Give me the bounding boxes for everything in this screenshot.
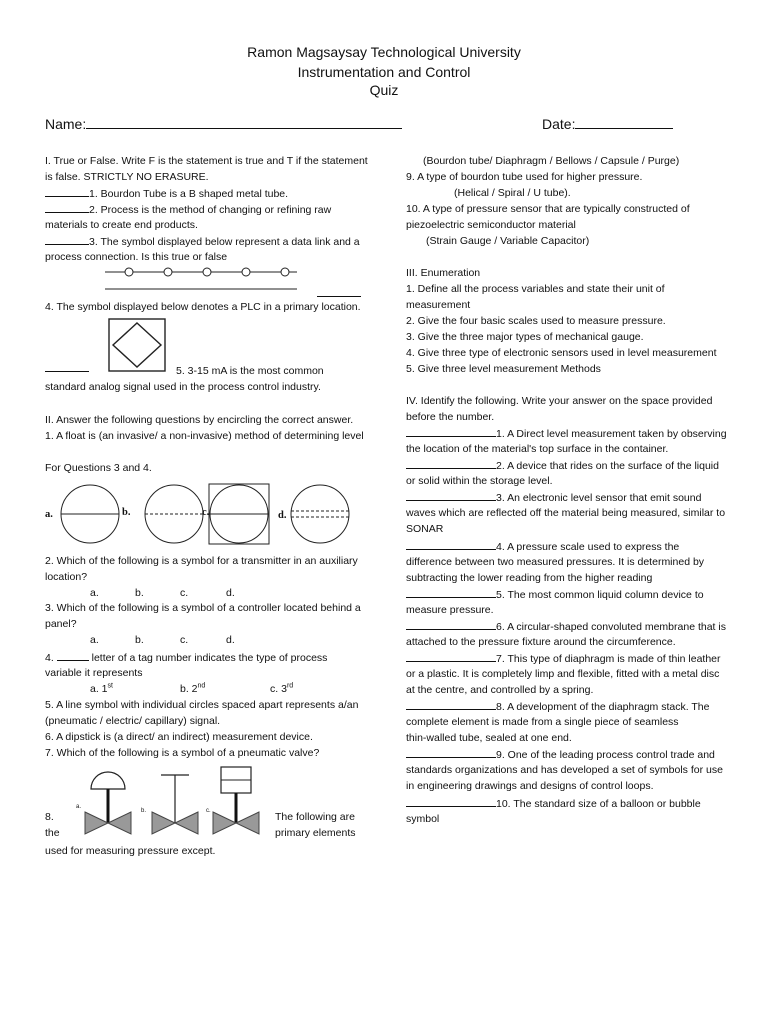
choice-second[interactable]: b. 2nd (180, 682, 206, 695)
answer-blank[interactable] (45, 201, 89, 213)
identify-question-4-cont: difference between two measured pressures. It is determined by (406, 556, 705, 568)
mc-question-7: 7. Which of the following is a symbol of a pneumatic valve? (45, 747, 320, 759)
answer-blank[interactable] (317, 286, 361, 297)
answer-blank[interactable] (406, 425, 496, 437)
identify-question-2-cont: or solid within the storage level. (406, 475, 553, 487)
answer-blank[interactable] (406, 698, 496, 710)
enum-question-5: 5. Give three level measurement Methods (406, 363, 601, 375)
identify-question-4: 4. A pressure scale used to express the (406, 538, 679, 555)
valve-symbols-figure (75, 764, 275, 844)
identify-question-6-cont: attached to the pressure fixture around the circumference. (406, 636, 676, 648)
identify-question-2: 2. A device that rides on the surface of the liquid (406, 457, 719, 474)
q9-options: (Helical / Spiral / U tube). (454, 187, 571, 199)
mc-question-5-cont: (pneumatic / electric/ capillary) signal. (45, 715, 221, 727)
figure-label-a: a. (45, 509, 53, 520)
name-line[interactable] (86, 117, 402, 129)
identify-question-8-cont2: thin-walled tube, sealed at one end. (406, 732, 572, 744)
enum-question-1-cont: measurement (406, 299, 471, 311)
valve-label-a: a. (76, 804, 82, 810)
mc-question-8-number: 8. (45, 811, 54, 823)
mc-question-9: 9. A type of bourdon tube used for higher pressure. (406, 171, 643, 183)
mc-question-8-text: The following are (275, 811, 355, 823)
mc-question-2: 2. Which of the following is a symbol for a transmitter in an auxiliary (45, 555, 358, 567)
enum-question-3: 3. Give the three major types of mechanical gauge. (406, 331, 644, 343)
questions-3-4-label: For Questions 3 and 4. (45, 462, 152, 474)
answer-blank[interactable] (406, 746, 496, 758)
identify-question-9: 9. One of the leading process control trade and (406, 746, 715, 763)
valve-label-c: c. (206, 808, 211, 814)
university-title: Ramon Magsaysay Technological University (247, 44, 521, 60)
choice-third[interactable]: c. 3rd (270, 682, 294, 695)
identify-question-9-cont: standards organizations and has developed a set of symbols for use (406, 764, 723, 776)
mc-question-3-cont: panel? (45, 618, 77, 630)
tf-question-3-cont: process connection. Is this true or false (45, 251, 228, 263)
figure-label-c: c. (202, 507, 210, 518)
identify-question-10-cont: symbol (406, 813, 440, 825)
mc-question-4: 4. letter of a tag number indicates the type of process (45, 649, 327, 666)
identify-question-3: 3. An electronic level sensor that emit sound (406, 489, 701, 506)
mc-question-4-cont: variable it represents (45, 667, 143, 679)
answer-blank[interactable] (406, 489, 496, 501)
mc-question-10: 10. A type of pressure sensor that are typically constructed of (406, 203, 690, 215)
mc-question-8-the: the (45, 827, 60, 839)
identify-question-5-cont: measure pressure. (406, 604, 494, 616)
identify-question-8-cont: complete element is made from a single piece of seamless (406, 716, 679, 728)
identify-question-7: 7. This type of diaphragm is made of thin leather (406, 650, 721, 667)
identify-question-4-cont2: subtracting the lower reading from the higher reading (406, 572, 653, 584)
choice-c[interactable]: c. (180, 634, 189, 646)
choice-a[interactable]: a. (90, 587, 99, 599)
tf-question-3: 3. The symbol displayed below represent a data link and a (45, 233, 360, 250)
tf-question-5: 5. 3-15 mA is the most common (176, 365, 324, 377)
choice-b[interactable]: b. (135, 634, 144, 646)
plc-symbol-figure (108, 318, 168, 374)
identify-question-7-cont: or a plastic. It is completely limp and flexible, fitted with a metal disc (406, 668, 720, 680)
tf-question-5-cont: standard analog signal used in the process control industry. (45, 381, 321, 393)
mc-question-5: 5. A line symbol with individual circles spaced apart represents a/an (45, 699, 359, 711)
answer-blank[interactable] (406, 586, 496, 598)
section4-instructions-cont: before the number. (406, 411, 495, 423)
name-label: Name: (45, 116, 87, 132)
choice-c[interactable]: c. (180, 587, 189, 599)
figure-label-b: b. (122, 507, 131, 518)
identify-question-8: 8. A development of the diaphragm stack. The (406, 698, 709, 715)
answer-blank[interactable] (406, 795, 496, 807)
figure-label-d: d. (278, 510, 287, 521)
answer-blank[interactable] (406, 457, 496, 469)
answer-blank[interactable] (406, 650, 496, 662)
section3-title: III. Enumeration (406, 267, 481, 279)
identify-question-1: 1. A Direct level measurement taken by observing (406, 425, 727, 442)
mc-question-2-cont: location? (45, 571, 88, 583)
date-label: Date: (542, 116, 576, 132)
identify-question-10: 10. The standard size of a balloon or bubble (406, 795, 701, 812)
mc-question-8-text-cont: primary elements (275, 827, 356, 839)
tf-question-2-cont: materials to create end products. (45, 219, 198, 231)
date-line[interactable] (575, 117, 673, 129)
choice-first[interactable]: a. 1st (90, 682, 113, 695)
name-field[interactable] (45, 116, 402, 132)
mc-question-6: 6. A dipstick is (a direct/ an indirect) measurement device. (45, 731, 313, 743)
answer-blank[interactable] (45, 233, 89, 245)
identify-question-3-cont2: SONAR (406, 523, 444, 535)
answer-blank[interactable] (45, 361, 89, 372)
identify-question-7-cont2: at the centre, and controlled by a spring. (406, 684, 594, 696)
line-symbol-figure (105, 266, 300, 296)
course-title: Instrumentation and Control (297, 64, 471, 80)
enum-question-2: 2. Give the four basic scales used to measure pressure. (406, 315, 666, 327)
identify-question-9-cont2: in engineering drawings and designs of control loops. (406, 780, 654, 792)
answer-blank[interactable] (57, 649, 89, 661)
choice-d[interactable]: d. (226, 587, 235, 599)
answer-blank[interactable] (45, 185, 89, 197)
section1-instructions: I. True or False. Write F is the statement is true and T if the statement (45, 155, 368, 167)
answer-blank[interactable] (406, 618, 496, 630)
choice-b[interactable]: b. (135, 587, 144, 599)
tf-question-2: 2. Process is the method of changing or refining raw (45, 201, 331, 218)
choice-a[interactable]: a. (90, 634, 99, 646)
enum-question-4: 4. Give three type of electronic sensors used in level measurement (406, 347, 717, 359)
identify-question-3-cont: waves which are reflected off the material being measured, similar to (406, 507, 726, 519)
q8-options: (Bourdon tube/ Diaphragm / Bellows / Capsule / Purge) (423, 155, 680, 167)
date-field[interactable] (542, 116, 673, 132)
tf-question-4: 4. The symbol displayed below denotes a PLC in a primary location. (45, 301, 361, 313)
answer-blank[interactable] (406, 538, 496, 550)
enum-question-1: 1. Define all the process variables and state their unit of (406, 283, 665, 295)
mc-question-10-cont: piezoelectric semiconductor material (406, 219, 576, 231)
identify-question-6: 6. A circular-shaped convoluted membrane that is (406, 618, 726, 635)
section2-instructions: II. Answer the following questions by encircling the correct answer. (45, 414, 354, 426)
q10-options: (Strain Gauge / Variable Capacitor) (426, 235, 590, 247)
mc-question-3: 3. Which of the following is a symbol of a controller located behind a (45, 602, 361, 614)
valve-label-b: b. (141, 808, 147, 814)
section4-instructions: IV. Identify the following. Write your answer on the space provided (406, 395, 713, 407)
identify-question-5: 5. The most common liquid column device to (406, 586, 704, 603)
section1-instructions-cont: is false. STRICTLY NO ERASURE. (45, 171, 209, 183)
quiz-title: Quiz (369, 82, 399, 98)
identify-question-1-cont: the location of the material's top surface in the container. (406, 443, 669, 455)
tf-question-1: 1. Bourdon Tube is a B shaped metal tube. (45, 185, 288, 202)
choice-d[interactable]: d. (226, 634, 235, 646)
mc-question-1: 1. A float is (an invasive/ a non-invasive) method of determining level (45, 430, 364, 442)
mc-question-8-end: used for measuring pressure except. (45, 845, 216, 857)
